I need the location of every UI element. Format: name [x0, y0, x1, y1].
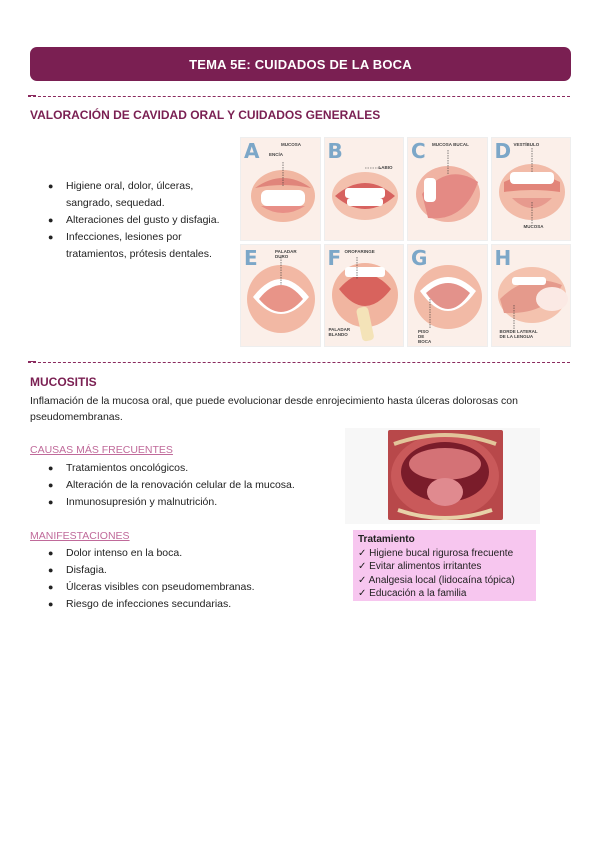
list-item: ● Inmunosupresión y malnutrición.: [30, 494, 350, 511]
panel-label: OROFARINGE: [344, 248, 375, 254]
oral-cavity-figure: [240, 137, 571, 347]
panel-letter: C: [411, 139, 426, 163]
panel-letter: H: [494, 245, 512, 270]
list-item: ● Alteración de la renovación celular de la mucosa.: [30, 477, 350, 494]
mucositis-photo: [388, 430, 503, 520]
treatment-item: ✓ Higiene bucal rigurosa frecuente: [358, 547, 531, 561]
treatment-item: ✓ Analgesia local (lidocaína tópica): [358, 574, 531, 588]
panel-letter: A: [244, 139, 260, 163]
panel-label: MUCOSA: [281, 142, 301, 147]
page-title-text: TEMA 5E: CUIDADOS DE LA BOCA: [189, 56, 412, 72]
panel-letter: D: [494, 139, 512, 163]
panel-letter: G: [411, 245, 428, 270]
treatment-box: [353, 530, 536, 601]
panel-label: BORDE LATERAL DE LA LENGUA: [499, 328, 538, 339]
treatment-heading: Tratamiento: [358, 534, 415, 545]
page-title: [30, 47, 571, 81]
panel-label: PALADAR BLANDO: [328, 326, 351, 337]
list-item: ● Infecciones, lesiones por tratamientos, prótesis dentales.: [30, 229, 240, 263]
list-item: ● Higiene oral, dolor, úlceras, sangrado, sequedad.: [30, 178, 240, 212]
panel-label: LABIO: [378, 165, 393, 170]
section-title-valoracion: VALORACIÓN DE CAVIDAD ORAL Y CUIDADOS GENERALES: [30, 108, 381, 122]
section-divider: [28, 362, 570, 363]
panel-label: MUCOSA: [523, 224, 544, 229]
causes-list: [30, 460, 350, 511]
panel-letter: B: [327, 139, 343, 163]
treatment-item: ✓ Evitar alimentos irritantes: [358, 560, 531, 574]
panel-label: MUCOSA BUCAL: [432, 142, 469, 147]
treatment-item: ✓ Educación a la familia: [358, 587, 531, 601]
figure-panel-e: [240, 244, 321, 348]
panel-letter: F: [327, 245, 342, 270]
list-item: ● Alteraciones del gusto y disfagia.: [30, 212, 240, 229]
list-item: ● Disfagia.: [30, 562, 350, 579]
figure-panel-d: [491, 137, 572, 241]
panel-label: ENCÍA: [269, 152, 284, 157]
valoracion-list: [30, 178, 240, 263]
figure-panel-c: [407, 137, 488, 241]
manifestations-heading: MANIFESTACIONES: [30, 530, 130, 542]
panel-label: PALADAR DURO: [275, 248, 297, 259]
mucositis-description: Inflamación de la mucosa oral, que puede evolucionar desde enrojecimiento hasta úlceras dolorosas con pseudomembranas.: [30, 395, 518, 423]
list-item: ● Dolor intenso en la boca.: [30, 545, 350, 562]
list-item: ● Riesgo de infecciones secundarias.: [30, 596, 350, 613]
figure-panel-f: [324, 244, 405, 348]
section-divider: [28, 96, 570, 97]
causes-heading: CAUSAS MÁS FRECUENTES: [30, 444, 173, 456]
panel-label: VESTÍBULO: [513, 142, 540, 147]
list-item: ● Tratamientos oncológicos.: [30, 460, 350, 477]
figure-panel-g: [407, 244, 488, 348]
panel-label: PISO DE BOCA: [418, 328, 432, 344]
section-title-mucositis: MUCOSITIS: [30, 375, 97, 389]
manifestations-list: [30, 545, 350, 613]
figure-panel-b: [324, 137, 405, 241]
list-item: ● Úlceras visibles con pseudomembranas.: [30, 579, 350, 596]
figure-panel-h: [491, 244, 572, 348]
figure-panel-a: [240, 137, 321, 241]
panel-letter: E: [244, 245, 258, 270]
mucositis-mouth-image: [388, 430, 503, 520]
